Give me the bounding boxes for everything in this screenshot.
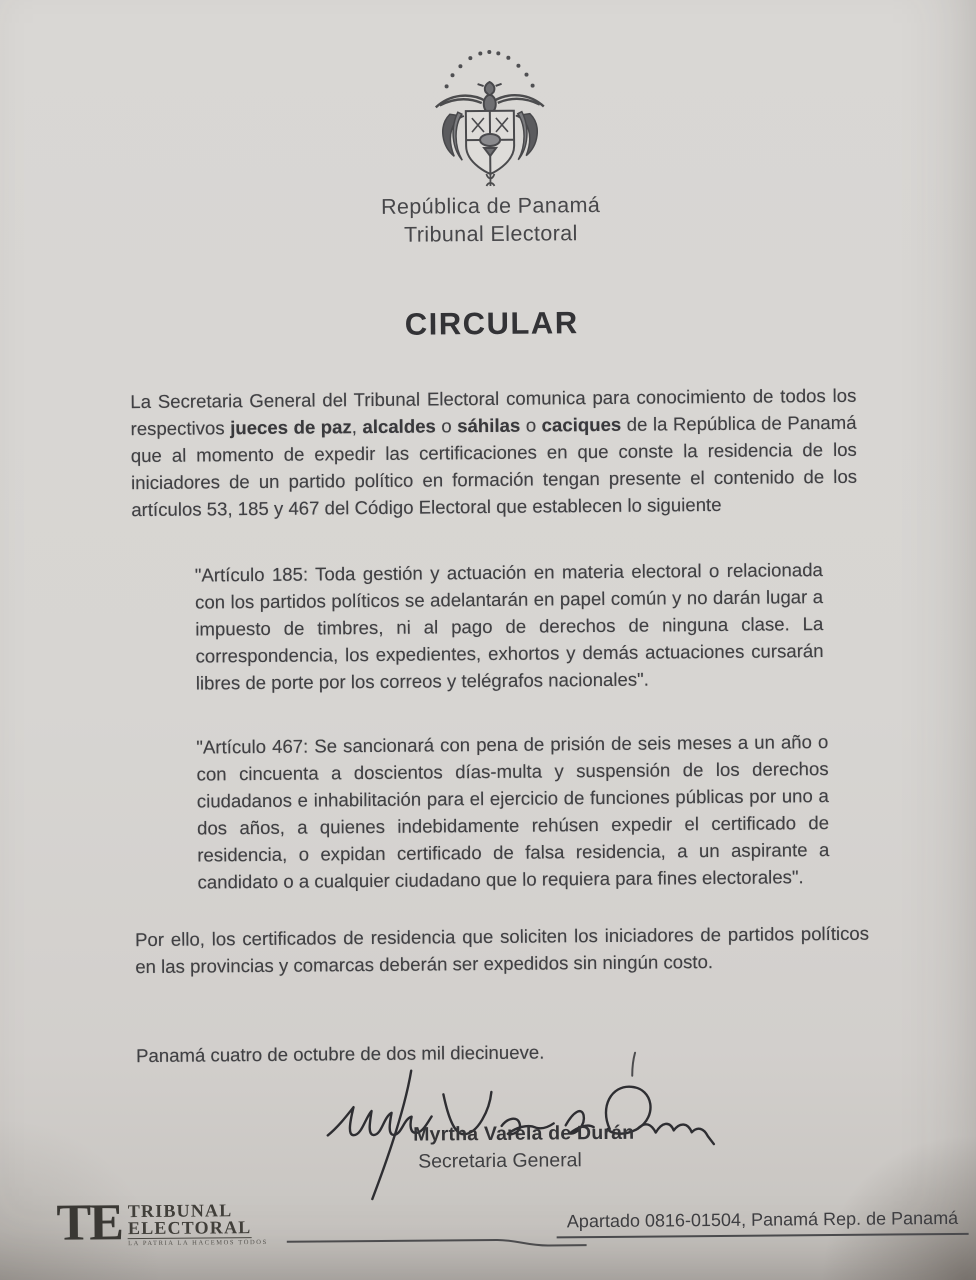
intro-sep-2: o: [435, 414, 458, 437]
panama-coat-of-arms-icon: [423, 43, 556, 194]
closing-paragraph: Por ello, los certificados de residencia que soliciten los iniciadores de partidos políticos en las provincias y comarcas deberán ser expedidos sin ningún costo.: [134, 922, 870, 977]
bold-term-caciques: caciques: [541, 413, 622, 436]
dateline: Panamá cuatro de octubre de dos mil diecinueve.: [135, 1041, 545, 1066]
intro-sep-3: o: [520, 414, 542, 436]
intro-text-1: La Secretaria General del Tribunal Electoral comunica para conocimiento de todos los respectivos: [130, 384, 857, 439]
logo-word-tribunal: TRIBUNAL: [127, 1200, 233, 1222]
bold-term-jueces-de-paz: jueces de paz: [230, 415, 352, 438]
header-republic: República de Panamá: [380, 193, 601, 219]
header-institution: Tribunal Electoral: [403, 221, 578, 247]
logo-wordmark: [128, 1202, 268, 1247]
bold-term-sahilas: sáhilas: [457, 414, 521, 436]
footer-rule: [287, 1233, 587, 1250]
document-header: [0, 188, 976, 253]
bold-term-alcaldes: alcaldes: [362, 415, 436, 437]
intro-sep-1: ,: [351, 415, 363, 437]
logo-tagline: LA PATRIA LA HACEMOS TODOS: [128, 1238, 268, 1248]
intro-text-2: de la República de Panamá que al momento de expedir las certificaciones en que conste la residencia de los iniciadores de un partido político en formación tengan presente el contenido de los artículos 53, 185 y 467 del Código Electoral que establecen lo siguiente: [130, 411, 858, 520]
intro-paragraph: [130, 381, 857, 522]
article-467-quote: "Artículo 467: Se sancionará con pena de prisión de seis meses a un año o con cincuenta a doscientos días-multa y suspensión de los derechos ciudadanos e inhabilitación para el ejercicio de funciones públicas por uno a dos años, a quienes indebidamente rehúsen expedir el certificado de residencia, o expidan certificado de falsa residencia, a un aspirante a candidato o a cualquier ciudadano que lo requiera para fines electorales".: [196, 730, 830, 893]
logo-word-electoral: ELECTORAL: [127, 1217, 252, 1239]
tribunal-electoral-logo: [56, 1194, 268, 1252]
document-title: CIRCULAR: [404, 305, 579, 342]
signature-block: [325, 1040, 722, 1203]
footer-address: Apartado 0816-01504, Panamá Rep. de Panamá: [556, 1208, 968, 1239]
te-logo-initials: TE: [56, 1194, 123, 1252]
signatory-title: Secretaria General: [418, 1149, 582, 1173]
article-185-quote: "Artículo 185: Toda gestión y actuación en materia electoral o relacionada con los partidos políticos se adelantarán en papel común y no darán lugar a impuesto de timbres, ni al pago de derechos de ninguna clase. La correspondencia, los expedientes, exhortos y demás actuaciones cursarán libres de porte por los correos y telégrafos nacionales".: [194, 558, 824, 694]
signatory-name: Myrtha Varela de Durán: [413, 1121, 635, 1146]
